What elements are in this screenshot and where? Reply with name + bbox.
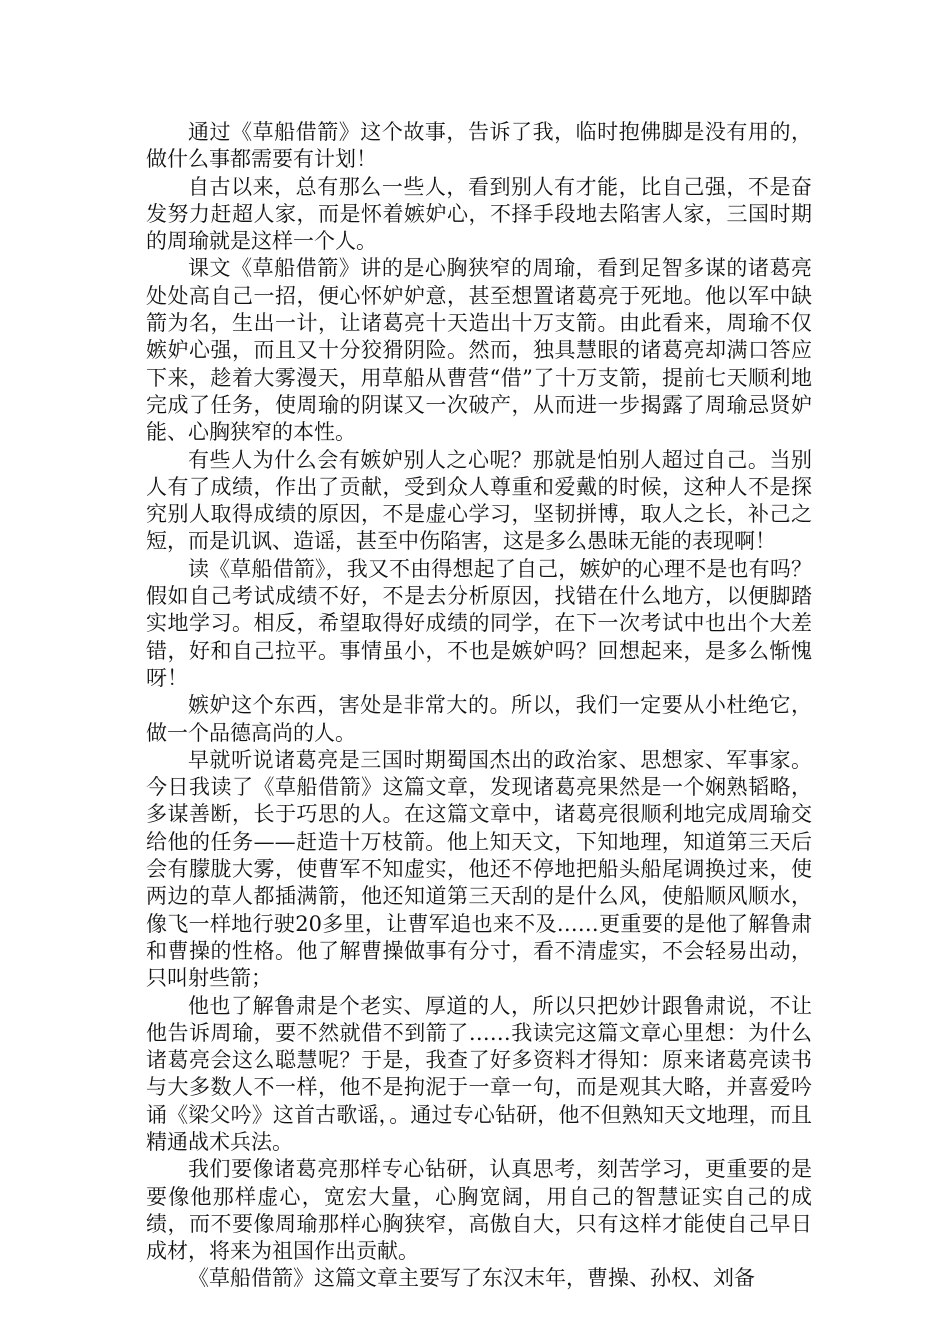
- paragraph-1: 通过《草船借箭》这个故事，告诉了我，临时抱佛脚是没有用的，做什么事都需要有计划！: [146, 120, 812, 172]
- paragraph-6: 嫉妒这个东西，害处是非常大的。所以，我们一定要从小杜绝它，做一个品德高尚的人。: [146, 693, 812, 745]
- paragraph-4: 有些人为什么会有嫉妒别人之心呢？那就是怕别人超过自己。当别人有了成绩，作出了贡献，受到众人尊重和爱戴的时候，这种人不是探究别人取得成绩的原因，不是虚心学习，坚韧拼博，取人之长，补己之短，而是讥讽、造谣，甚至中伤陷害，这是多么愚昧无能的表现啊！: [146, 447, 812, 554]
- paragraph-5: 读《草船借箭》，我又不由得想起了自己，嫉妒的心理不是也有吗？假如自己考试成绩不好，不是去分析原因，找错在什么地方，以便脚踏实地学习。相反，希望取得好成绩的同学，在下一次考试中也出个大差错，好和自己拉平。事情虽小，不也是嫉妒吗？回想起来，是多么惭愧呀！: [146, 556, 812, 690]
- paragraph-10: 《草船借箭》这篇文章主要写了东汉末年，曹操、孙权、刘备: [188, 1266, 755, 1291]
- article-body: [146, 119, 812, 1293]
- paragraph-8: 他也了解鲁肃是个老实、厚道的人，所以只把妙计跟鲁肃说，不让他告诉周瑜，要不然就借不到箭了……我读完这篇文章心里想：为什么诸葛亮会这么聪慧呢？于是，我查了好多资料才得知：原来诸葛亮读书与大多数人不一样，他不是拘泥于一章一句，而是观其大略，并喜爱吟诵《梁父吟》这首古歌谣，。通过专心钻研，他不但熟知天文地理，而且精通战术兵法。: [146, 993, 812, 1154]
- paragraph-7: 早就听说诸葛亮是三国时期蜀国杰出的政治家、思想家、军事家。今日我读了《草船借箭》这篇文章，发现诸葛亮果然是一个娴熟韬略，多谋善断，长于巧思的人。在这篇文章中，诸葛亮很顺利地完成周瑜交给他的任务——赶造十万枝箭。他上知天文，下知地理，知道第三天后会有朦胧大雾，使曹军不知虚实，他还不停地把船头船尾调换过来，使两边的草人都插满箭，他还知道第三天刮的是什么风，使船顺风顺水，像飞一样地行驶20多里，让曹军追也来不及……更重要的是他了解鲁肃和曹操的性格。他了解曹操做事有分寸，看不清虚实，不会轻易出动，只叫射些箭；: [146, 747, 812, 991]
- paragraph-9: 我们要像诸葛亮那样专心钻研，认真思考，刻苦学习，更重要的是要像他那样虚心，宽宏大量，心胸宽阔，用自己的智慧证实自己的成绩，而不要像周瑜那样心胸狭窄，高傲自大，只有这样才能使自己早日成材，将来为祖国作出贡献。: [146, 1157, 812, 1264]
- paragraph-2: 自古以来，总有那么一些人，看到别人有才能，比自己强，不是奋发努力赶超人家，而是怀着嫉妒心，不择手段地去陷害人家，三国时期的周瑜就是这样一个人。: [146, 174, 812, 254]
- paragraph-3: 课文《草船借箭》讲的是心胸狭窄的周瑜，看到足智多谋的诸葛亮处处高自己一招，便心怀妒妒意，甚至想置诸葛亮于死地。他以军中缺箭为名，生出一计，让诸葛亮十天造出十万支箭。由此看来，周瑜不仅嫉妒心强，而且又十分狡猾阴险。然而，独具慧眼的诸葛亮却满口答应下来，趁着大雾漫天，用草船从曹营“借”了十万支箭，提前七天顺利地完成了任务，使周瑜的阴谋又一次破产，从而进一步揭露了周瑜忌贤妒能、心胸狭窄的本性。: [146, 256, 812, 445]
